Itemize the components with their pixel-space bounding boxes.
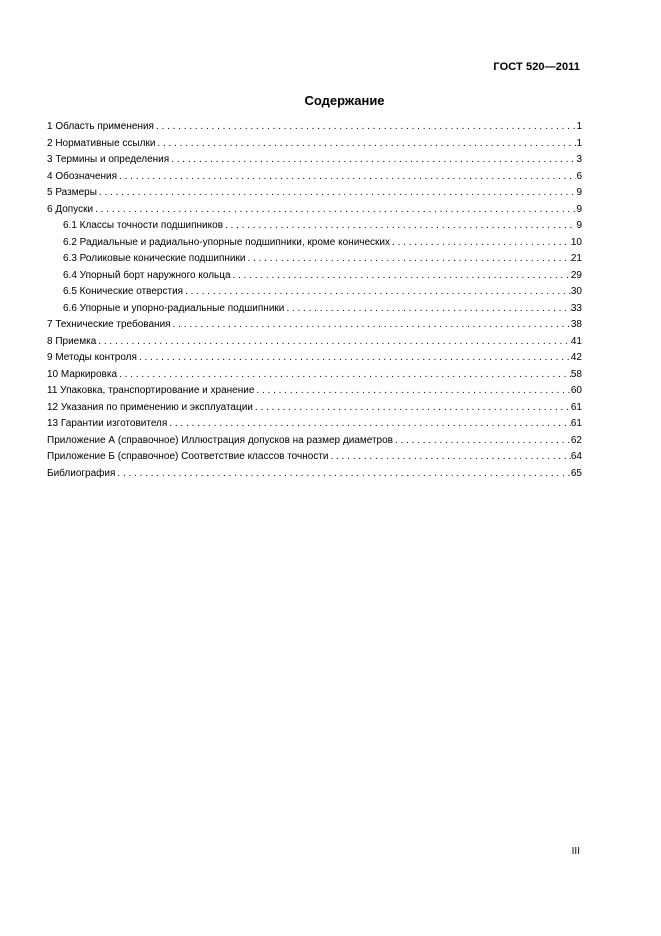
toc-entry[interactable]: [47, 336, 582, 353]
toc-entry-page: 9: [576, 220, 582, 231]
toc-subentry[interactable]: [47, 286, 582, 303]
toc-entry-text: Библиография: [47, 467, 116, 479]
toc-leader-dots: [117, 171, 576, 182]
toc-leader-dots: [328, 451, 570, 462]
toc-entry-text: 6.3 Роликовые конические подшипники: [63, 253, 246, 264]
toc-leader-dots: [169, 154, 576, 165]
toc-entry-text: Приложение Б (справочное) Соответствие классов точности: [47, 451, 329, 462]
toc-entry-text: 2 Нормативные ссылки: [47, 137, 156, 149]
toc-entry-text: 6.2 Радиальные и радиально-упорные подшипники, кроме конических: [63, 236, 391, 248]
toc-leader-dots: [393, 435, 571, 446]
toc-entry-text: 7 Технические требования: [47, 319, 171, 330]
toc-leader-dots: [254, 385, 570, 396]
toc-entry-text: 6.4 Упорный борт наружного кольца: [63, 269, 231, 281]
toc-entry[interactable]: [47, 385, 582, 402]
toc-leader-dots: [284, 303, 571, 314]
toc-entry-page: 3: [576, 154, 582, 165]
toc-entry-page: 60: [570, 385, 582, 396]
toc-entry-page: 9: [576, 203, 582, 215]
toc-entry-page: 9: [576, 187, 582, 198]
toc-entry[interactable]: [47, 154, 582, 171]
toc-leader-dots: [117, 369, 571, 380]
toc-subentry[interactable]: [47, 303, 582, 320]
toc-leader-dots: [183, 286, 571, 297]
toc-entry[interactable]: [47, 468, 582, 485]
toc-entry[interactable]: [47, 319, 582, 336]
toc-entry-text: 11 Упаковка, транспортирование и хранение: [47, 385, 255, 396]
toc-subentry[interactable]: [47, 237, 582, 254]
toc-entry-text: Приложение А (справочное) Иллюстрация допусков на размер диаметров: [47, 434, 393, 446]
toc-leader-dots: [231, 270, 571, 281]
toc-leader-dots: [93, 204, 576, 215]
toc-leader-dots: [171, 319, 571, 330]
toc-entry-text: 5 Размеры: [47, 187, 97, 198]
toc-subentry[interactable]: [47, 253, 582, 270]
toc-entry-text: 6.5 Конические отверстия: [63, 286, 184, 297]
toc-leader-dots: [253, 402, 571, 413]
toc-leader-dots: [96, 336, 571, 347]
toc-entry[interactable]: [47, 418, 582, 435]
toc-entry-page: 1: [576, 137, 582, 149]
toc-leader-dots: [97, 187, 577, 198]
toc-entry[interactable]: [47, 138, 582, 155]
toc-leader-dots: [137, 352, 571, 363]
toc-entry-page: 65: [570, 467, 582, 479]
toc-entry[interactable]: [47, 451, 582, 468]
toc-entry-page: 33: [570, 302, 582, 314]
toc-entry-text: 4 Обозначения: [47, 170, 118, 182]
toc-entry-text: 12 Указания по применению и эксплуатации: [47, 401, 253, 413]
toc-leader-dots: [115, 468, 570, 479]
toc-entry-page: 58: [570, 368, 582, 380]
toc-entry-page: 21: [570, 253, 582, 264]
toc-entry[interactable]: [47, 187, 582, 204]
toc-subentry[interactable]: [47, 270, 582, 287]
toc-title: Содержание: [304, 93, 385, 108]
toc-entry[interactable]: [47, 121, 582, 138]
toc-entry[interactable]: [47, 352, 582, 369]
toc-leader-dots: [167, 418, 571, 429]
toc-entry[interactable]: [47, 402, 582, 419]
toc-entry-page: 61: [570, 418, 582, 429]
toc-entry-page: 61: [570, 401, 582, 413]
toc-leader-dots: [155, 138, 576, 149]
toc-entry-text: 6 Допуски: [47, 203, 94, 215]
toc-subentry[interactable]: [47, 220, 582, 237]
toc-entry-page: 62: [570, 434, 582, 446]
toc-leader-dots: [154, 121, 576, 132]
toc-entry[interactable]: [47, 435, 582, 452]
toc-entry-text: 6.1 Классы точности подшипников: [63, 220, 223, 231]
toc-entry-text: 1 Область применения: [47, 121, 154, 132]
toc-leader-dots: [245, 253, 570, 264]
toc-entry-page: 42: [570, 352, 582, 363]
page-number: III: [571, 846, 580, 857]
toc-entry-text: 10 Маркировка: [47, 368, 118, 380]
document-header: ГОСТ 520—2011: [493, 61, 580, 73]
toc-entry[interactable]: [47, 171, 582, 188]
toc-entry-text: 13 Гарантии изготовителя: [47, 418, 168, 429]
toc-entry-page: 30: [570, 286, 582, 297]
toc-leader-dots: [223, 220, 576, 231]
toc-entry-page: 64: [570, 451, 582, 462]
toc-entry[interactable]: [47, 369, 582, 386]
toc-entry-text: 6.6 Упорные и упорно-радиальные подшипники: [63, 302, 285, 314]
toc-entry-page: 38: [570, 319, 582, 330]
toc-leader-dots: [390, 237, 571, 248]
toc-entry[interactable]: [47, 204, 582, 221]
toc-entry-page: 6: [576, 170, 582, 182]
table-of-contents: [47, 121, 582, 484]
toc-entry-page: 1: [576, 121, 582, 132]
toc-entry-page: 41: [570, 335, 582, 347]
toc-entry-text: 9 Методы контроля: [47, 352, 137, 363]
toc-entry-text: 8 Приемка: [47, 335, 97, 347]
toc-entry-page: 10: [570, 236, 582, 248]
toc-entry-page: 29: [570, 269, 582, 281]
toc-entry-text: 3 Термины и определения: [47, 154, 170, 165]
